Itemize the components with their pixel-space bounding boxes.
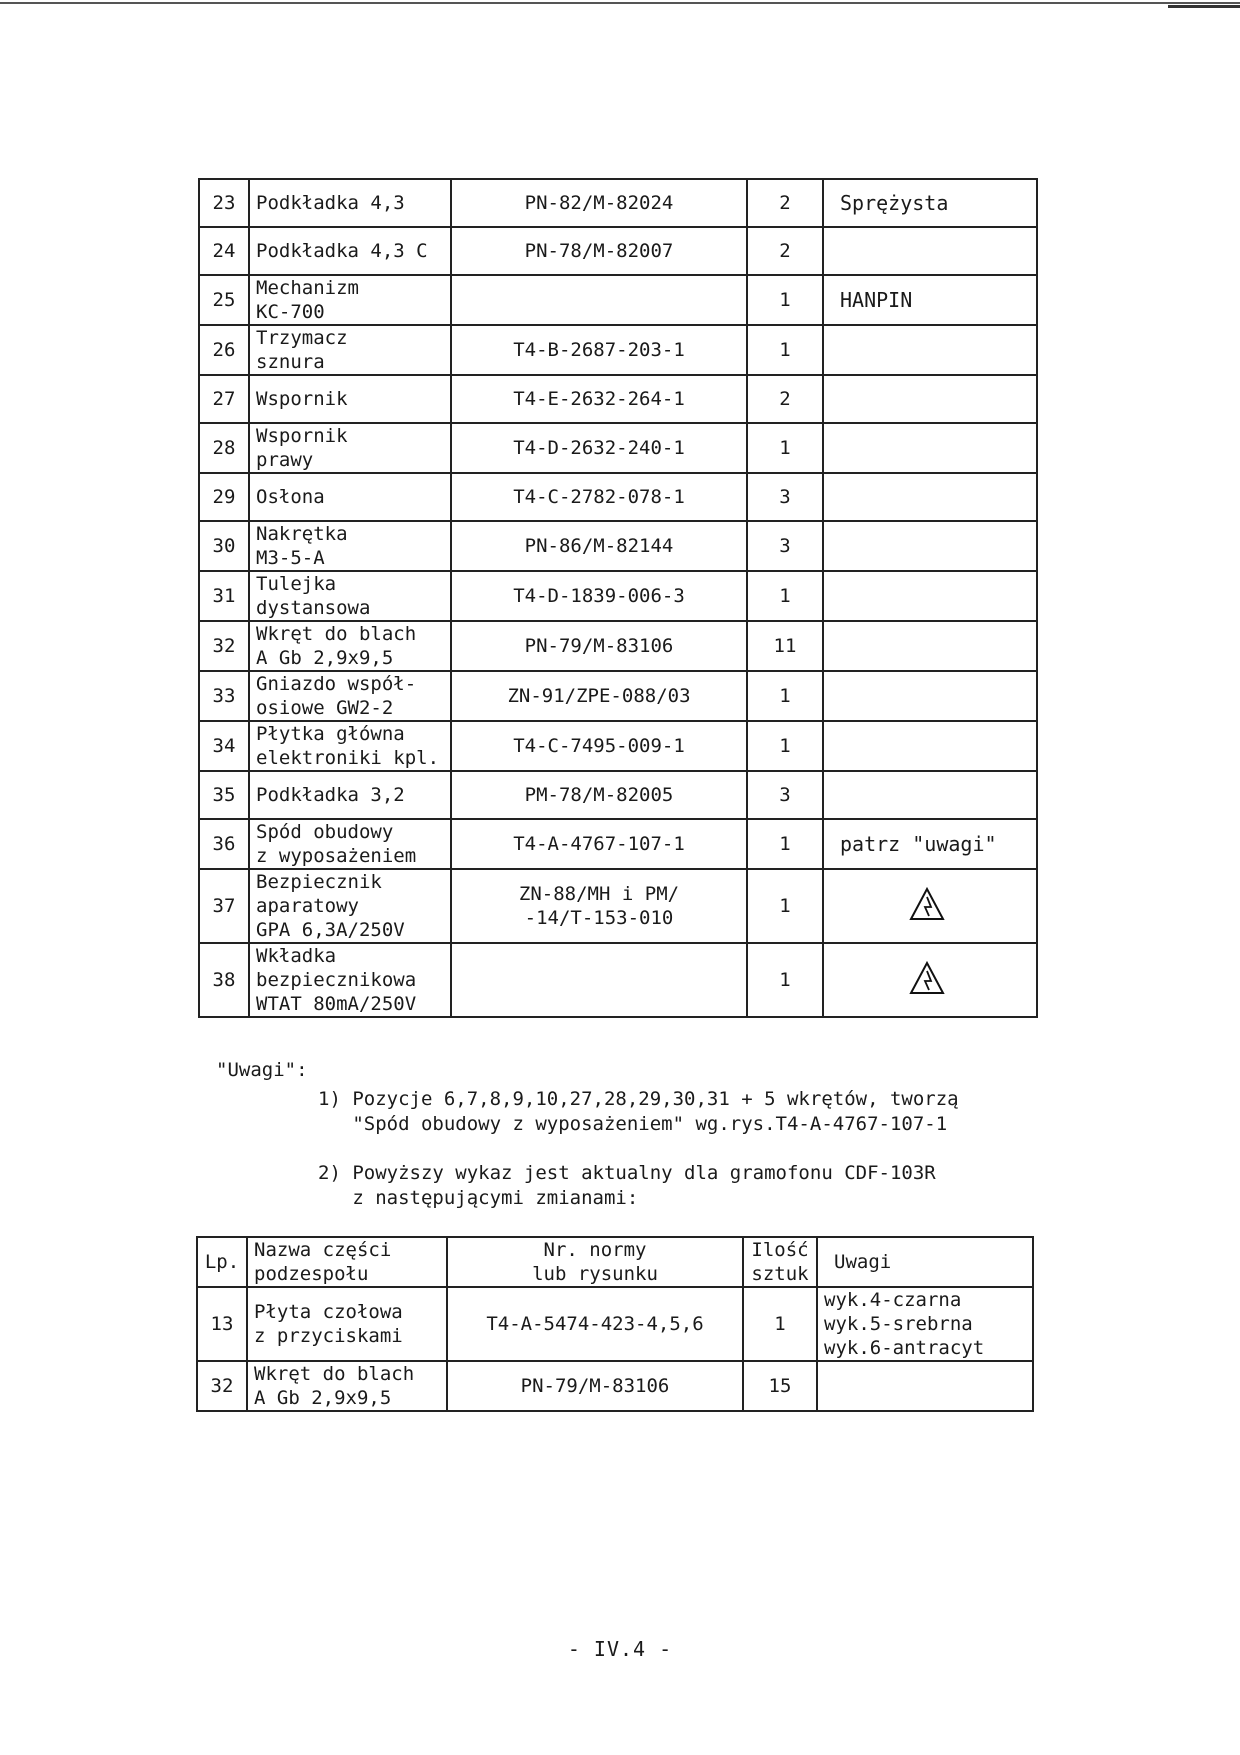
part-quantity: 1 xyxy=(747,943,823,1017)
part-name-line: dystansowa xyxy=(256,597,371,619)
part-quantity: 1 xyxy=(747,869,823,943)
part-number: 36 xyxy=(199,819,249,869)
part-norm-line: ZN-88/MH i PM/ xyxy=(518,883,680,905)
part-name-line: Podkładka 4,3 C xyxy=(256,240,428,262)
header-lp: Lp. xyxy=(197,1237,247,1287)
table-row xyxy=(199,819,1037,869)
part-name xyxy=(249,325,451,375)
table-row xyxy=(197,1287,1033,1361)
notes-title: "Uwagi": xyxy=(216,1059,308,1081)
part-remarks xyxy=(823,943,1037,1017)
part-quantity: 1 xyxy=(747,671,823,721)
table-row xyxy=(199,621,1037,671)
part-remarks xyxy=(823,671,1037,721)
part-number: 27 xyxy=(199,375,249,423)
part-number: 33 xyxy=(199,671,249,721)
part-quantity: 1 xyxy=(747,325,823,375)
part-name-line: prawy xyxy=(256,449,314,471)
part-norm-line: T4-C-2782-078-1 xyxy=(513,486,685,508)
part-quantity: 3 xyxy=(747,473,823,521)
table-row xyxy=(199,473,1037,521)
part-norm xyxy=(451,423,747,473)
part-quantity: 1 xyxy=(747,423,823,473)
table-row xyxy=(199,771,1037,819)
header-qty-line-2: sztuk xyxy=(751,1263,809,1285)
table-row xyxy=(199,325,1037,375)
note-1-line-2: "Spód obudowy z wyposażeniem" wg.rys.T4-A-4767-107-1 xyxy=(318,1113,948,1135)
change-remarks-line: wyk.6-antracyt xyxy=(824,1337,985,1359)
part-norm-line: PN-82/M-82024 xyxy=(524,192,674,214)
change-name-line: Płyta czołowa xyxy=(254,1301,403,1323)
part-number: 31 xyxy=(199,571,249,621)
warning-triangle-icon xyxy=(909,961,945,995)
note-1 xyxy=(318,1087,959,1137)
part-norm-line: PM-78/M-82005 xyxy=(524,784,674,806)
part-name-line: Wspornik xyxy=(256,388,348,410)
part-norm-line: T4-A-4767-107-1 xyxy=(513,833,685,855)
table-row xyxy=(199,943,1037,1017)
top-border-line xyxy=(0,2,1240,4)
part-number: 32 xyxy=(199,621,249,671)
part-name-line: Spód obudowy xyxy=(256,821,394,843)
part-name-line: Osłona xyxy=(256,486,325,508)
table-row xyxy=(199,671,1037,721)
part-quantity: 1 xyxy=(747,571,823,621)
change-remarks-line: wyk.4-czarna xyxy=(824,1289,962,1311)
part-norm xyxy=(451,771,747,819)
part-name-line: Płytka główna xyxy=(256,723,405,745)
table-row xyxy=(199,521,1037,571)
part-number: 29 xyxy=(199,473,249,521)
parts-table xyxy=(198,178,1038,1018)
table-row xyxy=(199,275,1037,325)
part-number: 35 xyxy=(199,771,249,819)
part-norm xyxy=(451,819,747,869)
part-number: 34 xyxy=(199,721,249,771)
part-name-line: osiowe GW2-2 xyxy=(256,697,394,719)
part-norm xyxy=(451,179,747,227)
table-row xyxy=(199,869,1037,943)
part-norm-line: PN-86/M-82144 xyxy=(524,535,674,557)
part-quantity: 2 xyxy=(747,375,823,423)
header-name-line-1: Nazwa części xyxy=(254,1239,392,1261)
part-remarks xyxy=(823,375,1037,423)
note-2 xyxy=(318,1161,936,1211)
changes-header-row xyxy=(197,1237,1033,1287)
change-quantity: 15 xyxy=(743,1361,817,1411)
header-norm-line-2: lub rysunku xyxy=(532,1263,658,1285)
header-norm xyxy=(447,1237,743,1287)
part-name xyxy=(249,375,451,423)
changes-table xyxy=(196,1236,1034,1412)
part-number: 28 xyxy=(199,423,249,473)
part-remarks xyxy=(823,771,1037,819)
part-remarks xyxy=(823,473,1037,521)
top-border-mark xyxy=(1168,5,1240,8)
part-norm-line: ZN-91/ZPE-088/03 xyxy=(507,685,691,707)
part-norm xyxy=(451,325,747,375)
part-number: 26 xyxy=(199,325,249,375)
change-name xyxy=(247,1361,447,1411)
change-norm: PN-79/M-83106 xyxy=(447,1361,743,1411)
part-number: 23 xyxy=(199,179,249,227)
part-number: 25 xyxy=(199,275,249,325)
note-2-line-1: 2) Powyższy wykaz jest aktualny dla gramofonu CDF-103R xyxy=(318,1162,936,1184)
part-name xyxy=(249,571,451,621)
header-qty xyxy=(743,1237,817,1287)
table-row xyxy=(199,227,1037,275)
part-number: 24 xyxy=(199,227,249,275)
part-name-line: Mechanizm xyxy=(256,277,359,299)
part-norm-line: PN-79/M-83106 xyxy=(524,635,674,657)
part-remarks xyxy=(823,227,1037,275)
table-row xyxy=(197,1361,1033,1411)
part-remarks xyxy=(823,869,1037,943)
page-number: - IV.4 - xyxy=(567,1637,673,1661)
part-norm-line: PN-78/M-82007 xyxy=(524,240,674,262)
part-name-line: Wspornik xyxy=(256,425,348,447)
header-norm-line-1: Nr. normy xyxy=(543,1239,647,1261)
part-quantity: 1 xyxy=(747,721,823,771)
table-row xyxy=(199,571,1037,621)
part-name xyxy=(249,521,451,571)
part-norm-line: T4-D-2632-240-1 xyxy=(513,437,685,459)
part-name-line: Wkładka xyxy=(256,945,337,967)
table-row xyxy=(199,375,1037,423)
part-name xyxy=(249,621,451,671)
part-name-line: z wyposażeniem xyxy=(256,845,417,867)
part-norm xyxy=(451,869,747,943)
change-name-line: z przyciskami xyxy=(254,1325,403,1347)
part-name xyxy=(249,943,451,1017)
part-norm xyxy=(451,521,747,571)
part-remarks: HANPIN xyxy=(823,275,1037,325)
change-number: 13 xyxy=(197,1287,247,1361)
part-name-line: bezpiecznikowa xyxy=(256,969,417,991)
part-norm-line: T4-C-7495-009-1 xyxy=(513,735,685,757)
part-norm xyxy=(451,721,747,771)
part-name-line: WTAT 80mA/250V xyxy=(256,993,417,1015)
part-name xyxy=(249,423,451,473)
part-norm-line: T4-D-1839-006-3 xyxy=(513,585,685,607)
part-name-line: A Gb 2,9x9,5 xyxy=(256,647,394,669)
part-quantity: 1 xyxy=(747,819,823,869)
part-remarks xyxy=(823,721,1037,771)
part-quantity: 3 xyxy=(747,771,823,819)
change-remarks xyxy=(817,1287,1033,1361)
part-quantity: 11 xyxy=(747,621,823,671)
change-name-line: A Gb 2,9x9,5 xyxy=(254,1387,392,1409)
part-norm xyxy=(451,275,747,325)
part-remarks xyxy=(823,325,1037,375)
part-name-line: elektroniki kpl. xyxy=(256,747,440,769)
part-quantity: 3 xyxy=(747,521,823,571)
part-remarks xyxy=(823,571,1037,621)
part-name xyxy=(249,179,451,227)
part-number: 38 xyxy=(199,943,249,1017)
changes-table-body xyxy=(197,1287,1033,1411)
note-2-line-2: z następującymi zmianami: xyxy=(318,1187,639,1209)
part-name-line: Gniazdo współ- xyxy=(256,673,417,695)
part-norm-line: T4-E-2632-264-1 xyxy=(513,388,685,410)
part-name xyxy=(249,275,451,325)
part-remarks xyxy=(823,521,1037,571)
change-number: 32 xyxy=(197,1361,247,1411)
table-row xyxy=(199,423,1037,473)
part-name-line: aparatowy xyxy=(256,895,359,917)
change-name-line: Wkręt do blach xyxy=(254,1363,415,1385)
header-qty-line-1: Ilość xyxy=(751,1239,809,1261)
change-name xyxy=(247,1287,447,1361)
change-norm: T4-A-5474-423-4,5,6 xyxy=(447,1287,743,1361)
header-name xyxy=(247,1237,447,1287)
part-norm xyxy=(451,227,747,275)
part-name-line: GPA 6,3A/250V xyxy=(256,919,405,941)
header-name-line-2: podzespołu xyxy=(254,1263,369,1285)
warning-triangle-icon xyxy=(909,887,945,921)
part-norm xyxy=(451,621,747,671)
part-norm xyxy=(451,473,747,521)
part-quantity: 2 xyxy=(747,179,823,227)
change-remarks-line: wyk.5-srebrna xyxy=(824,1313,973,1335)
part-name xyxy=(249,671,451,721)
part-remarks xyxy=(823,621,1037,671)
part-name-line: Trzymacz xyxy=(256,327,348,349)
part-name xyxy=(249,721,451,771)
part-quantity: 1 xyxy=(747,275,823,325)
change-quantity: 1 xyxy=(743,1287,817,1361)
part-name-line: Podkładka 4,3 xyxy=(256,192,405,214)
part-norm xyxy=(451,375,747,423)
part-name-line: Nakrętka xyxy=(256,523,348,545)
parts-table-body xyxy=(199,179,1037,1017)
part-norm-line: -14/T-153-010 xyxy=(524,907,674,929)
part-name xyxy=(249,819,451,869)
part-name-line: Podkładka 3,2 xyxy=(256,784,405,806)
part-name-line: M3-5-A xyxy=(256,547,325,569)
header-remarks: Uwagi xyxy=(817,1237,1033,1287)
part-name xyxy=(249,227,451,275)
table-row xyxy=(199,179,1037,227)
part-name-line: Tulejka xyxy=(256,573,337,595)
note-1-line-1: 1) Pozycje 6,7,8,9,10,27,28,29,30,31 + 5 wkrętów, tworzą xyxy=(318,1088,959,1110)
part-name xyxy=(249,473,451,521)
part-remarks xyxy=(823,423,1037,473)
change-remarks xyxy=(817,1361,1033,1411)
part-name xyxy=(249,771,451,819)
part-name-line: sznura xyxy=(256,351,325,373)
part-norm-line: T4-B-2687-203-1 xyxy=(513,339,685,361)
part-quantity: 2 xyxy=(747,227,823,275)
part-name-line: Bezpiecznik xyxy=(256,871,382,893)
part-remarks: Sprężysta xyxy=(823,179,1037,227)
part-number: 37 xyxy=(199,869,249,943)
part-name-line: KC-700 xyxy=(256,301,325,323)
part-norm xyxy=(451,671,747,721)
part-remarks: patrz "uwagi" xyxy=(823,819,1037,869)
part-name-line: Wkręt do blach xyxy=(256,623,417,645)
part-norm xyxy=(451,571,747,621)
part-number: 30 xyxy=(199,521,249,571)
part-name xyxy=(249,869,451,943)
part-norm xyxy=(451,943,747,1017)
table-row xyxy=(199,721,1037,771)
